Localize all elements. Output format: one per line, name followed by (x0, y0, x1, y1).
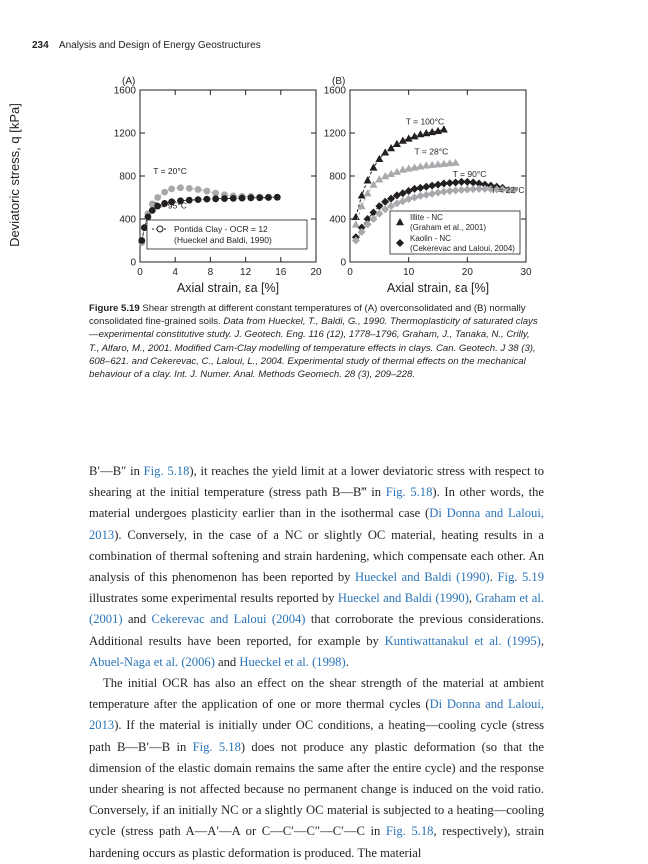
data-point (411, 194, 419, 202)
figure-link[interactable]: Fig. 5.18 (385, 824, 434, 839)
text-run: , (468, 591, 476, 606)
series-annotation: T = 90°C (452, 169, 487, 180)
citation-link[interactable]: Kuntiwattanakul et al. (1995) (384, 633, 541, 648)
data-point (168, 186, 175, 193)
citation-link[interactable]: Cekerevac and Laloui (2004) (151, 612, 306, 627)
text-run: and (214, 654, 240, 669)
x-tick-label: 8 (207, 267, 214, 278)
data-point (212, 195, 219, 202)
y-tick-label: 0 (130, 257, 136, 269)
citation-link[interactable]: Di Donna and Laloui, 2013 (89, 697, 544, 733)
y-tick-label: 1600 (113, 85, 136, 97)
paragraph-2 (89, 673, 544, 864)
data-point (422, 191, 430, 199)
series-annotation: T = 28°C (414, 146, 449, 157)
figure-link[interactable]: Fig. 5.18 (385, 485, 433, 500)
data-point (186, 185, 193, 192)
text-run: . (345, 654, 349, 669)
text-run: ). Conversely, in the case of a NC or slightly OC material, heating results in a combination of thermal softening and strain hardening, which compensate each other. An analysis of this phenomenon has been reported by (89, 527, 544, 585)
y-tick-label: 1600 (323, 85, 346, 97)
caption-label: Figure 5.19 (89, 303, 140, 314)
data-point (352, 213, 360, 220)
legend-entry: (Cekerevac and Laloui, 2004) (410, 244, 515, 253)
series-annotation: T = 100°C (405, 116, 445, 127)
data-point (352, 220, 360, 227)
data-point (274, 194, 281, 201)
figure-5-19 (0, 0, 648, 300)
citation-link[interactable]: Hueckel et al. (1998) (239, 654, 346, 669)
data-point (416, 192, 424, 200)
y-tick-label: 1200 (113, 128, 136, 140)
y-tick-label: 400 (119, 214, 136, 226)
x-tick-label: 16 (275, 267, 287, 278)
series-annotation: T = 95°C (153, 200, 187, 211)
y-tick-label: 400 (329, 214, 346, 226)
legend-a (147, 220, 307, 249)
x-tick-label: 4 (172, 267, 178, 278)
x-tick-label: 0 (347, 267, 353, 278)
legend-marker (157, 226, 163, 232)
panel-b (324, 76, 532, 295)
data-point (145, 213, 152, 220)
data-point (381, 148, 389, 155)
x-tick-label: 0 (137, 267, 143, 278)
text-run: B′—B″ in (89, 464, 144, 478)
text-run: illustrates some experimental results reported by (89, 591, 338, 606)
paragraph-1 (89, 461, 544, 673)
data-point (203, 196, 210, 203)
data-point (265, 194, 272, 201)
y-tick-label: 800 (119, 171, 136, 183)
data-point (364, 189, 372, 196)
data-point (230, 195, 237, 202)
data-point (239, 195, 246, 202)
data-point (428, 182, 436, 190)
data-point (434, 181, 442, 189)
legend-entry: (Graham et al., 2001) (410, 223, 487, 232)
data-point (195, 196, 202, 203)
data-point (422, 183, 430, 191)
data-point (416, 184, 424, 192)
figure-link[interactable]: Fig. 5.18 (192, 739, 241, 754)
legend-b (390, 211, 520, 254)
y-tick-label: 1200 (323, 128, 346, 140)
legend-entry: Illite - NC (410, 213, 443, 222)
caption-source: Data from Hueckel, T., Baldi, G., 1990. Thermoplasticity of saturated clays—experimental constitutive study. J. Geotech. Eng. 116 (12), 1778–1796, Graham, J., Tanaka, N., Crilly, T., Alfaro, M., 2001. Modified Cam-Clay modelling of temperature effects in clays. Can. Geotech. J 38 (3), 608–621. and Cekerevac, C., Laloui, L., 2004. Experimental study of thermal effects on the mechanical behaviour of a clay. Int. J. Numer. Anal. Methods Geomech. 28 (3), 209–228. (89, 316, 538, 381)
data-point (387, 144, 395, 151)
page-number: 234 (32, 40, 49, 51)
text-run: that corroborate the previous considerations. Additional results have been reported, for example by (89, 612, 544, 648)
x-axis-label: Axial strain, εa [%] (176, 281, 280, 295)
citation-link[interactable]: Abuel-Naga et al. (2006) (89, 654, 215, 669)
text-run: The initial OCR has also an effect on the shear strength of the material at ambient temperature after the application of one or more thermal cycles ( (89, 676, 544, 712)
running-title: Analysis and Design of Energy Geostructures (58, 40, 261, 51)
legend-entry: (Hueckel and Baldi, 1990) (174, 235, 272, 245)
text-run: , respectively), strain hardening occurs as plastic deformation is produced. The material (89, 824, 544, 860)
data-point (369, 163, 377, 170)
data-point (177, 184, 184, 191)
text-run: and (122, 612, 152, 627)
panel-label: (B) (332, 76, 346, 87)
y-axis-label: Deviatoric stress, q [kPa] (7, 103, 22, 247)
data-point (452, 159, 460, 166)
data-point (358, 228, 366, 236)
panel-a (114, 76, 322, 295)
body-text (89, 461, 544, 864)
text-run: ), it reaches the yield limit at a lower deviatoric stress with respect to shearing at the initial temperature (stress path B—B‴ in (89, 464, 544, 500)
data-point (434, 189, 442, 197)
series-annotation: T = 22°C (490, 185, 525, 196)
x-tick-label: 12 (240, 267, 252, 278)
data-point (221, 195, 228, 202)
series-annotation: T = 20°C (153, 165, 187, 176)
figure-caption (89, 302, 539, 381)
data-point (195, 186, 202, 193)
data-point (247, 194, 254, 201)
y-tick-label: 800 (329, 171, 346, 183)
panel-label: (A) (122, 76, 136, 87)
x-tick-label: 10 (403, 267, 415, 278)
data-point (428, 190, 436, 198)
figure-link[interactable]: Fig. 5.19 (497, 570, 544, 585)
x-axis-label: Axial strain, εa [%] (386, 281, 490, 295)
citation-link[interactable]: Hueckel and Baldi (1990) (337, 591, 469, 606)
caption-text: Shear strength at different constant temperatures of (A) overconsolidated and (B) normally consolidated fine-grained soils. (89, 303, 526, 328)
x-tick-label: 20 (461, 267, 473, 278)
data-point (161, 189, 168, 196)
citation-link[interactable]: Graham et al. (2001) (89, 591, 545, 627)
legend-entry: Kaolin - NC (410, 234, 451, 243)
x-tick-label: 30 (520, 267, 532, 278)
text-run: ). If the material is initially under OC conditions, a heating—cooling cycle (stress path B—B′—B in (89, 718, 544, 754)
figure-link[interactable]: Fig. 5.18 (143, 464, 190, 478)
data-point (138, 237, 145, 244)
text-run: , (540, 633, 544, 648)
citation-link[interactable]: Hueckel and Baldi (1990) (355, 570, 490, 585)
x-tick-label: 20 (310, 267, 322, 278)
citation-link[interactable]: Di Donna and Laloui, 2013 (89, 506, 544, 542)
legend-entry: Pontida Clay - OCR = 12 (174, 224, 268, 234)
text-run: ). In other words, the material undergoes plasticity earlier than in the isothermal case ( (89, 485, 544, 521)
data-point (364, 176, 372, 183)
data-point (203, 188, 210, 195)
text-run: ) does not produce any plastic deformation (so that the dimension of the elastic domain remains the same after the entire cycle) and the response under shearing is not affected because no permanent change is induced on the void ratio. Conversely, if an initially NC or a slightly OC material is subjected to a heating—cooling cycle (stress path A—A′—A or C—C′—C″—C′—C in (89, 739, 544, 839)
data-point (256, 194, 263, 201)
text-run: . (489, 570, 498, 585)
y-tick-label: 0 (340, 257, 346, 269)
